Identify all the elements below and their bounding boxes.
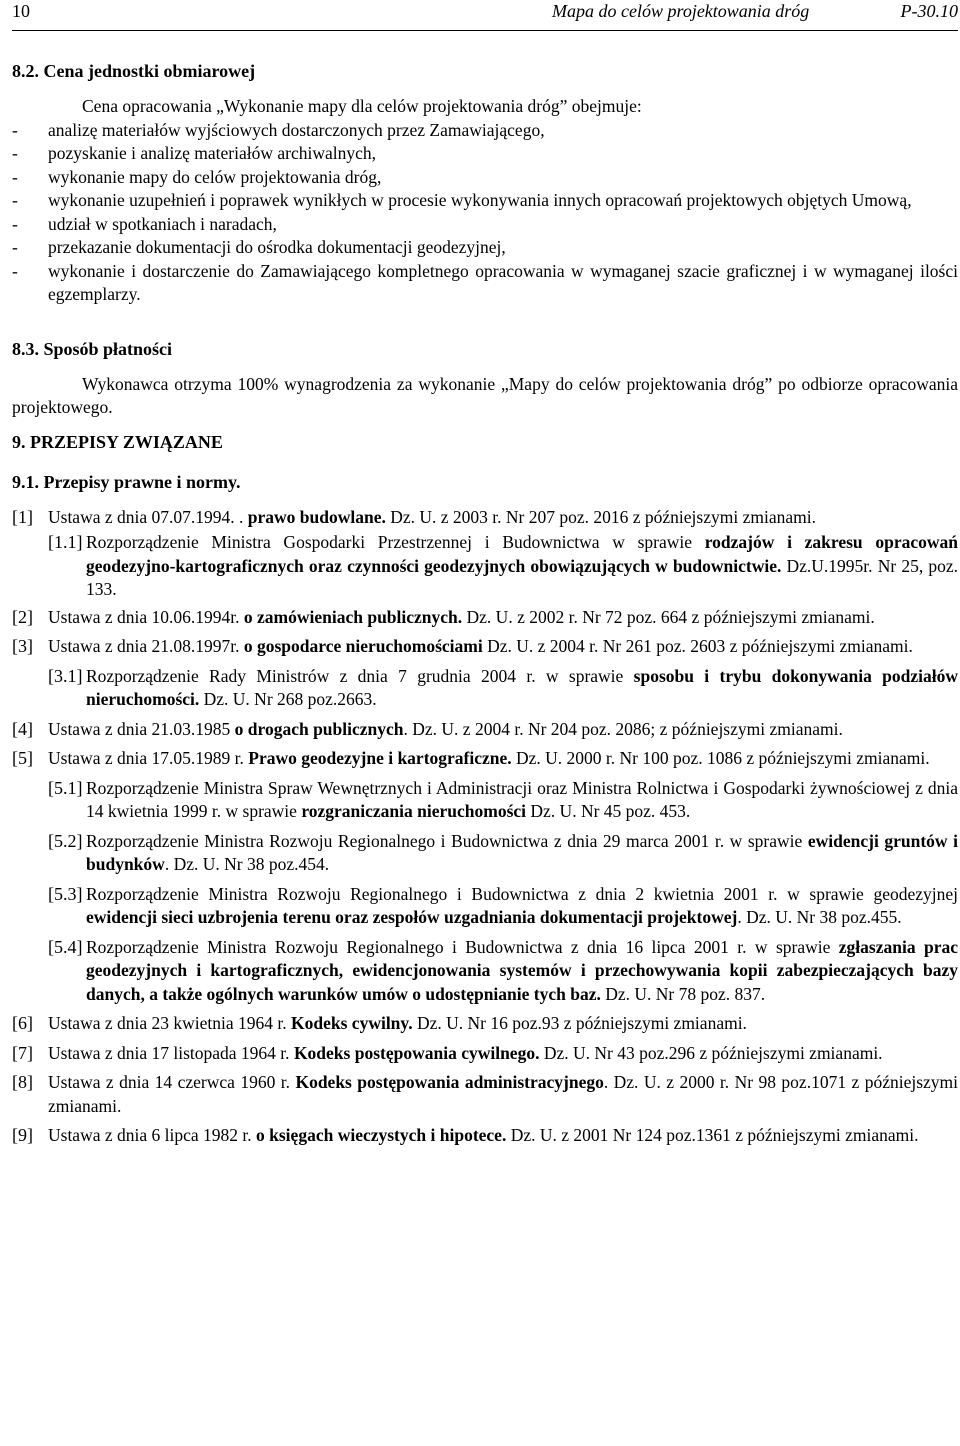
reference-5: [5] Ustawa z dnia 17.05.1989 r. Prawo geodezyjne i kartograficzne. Dz. U. 2000 r. Nr 100 poz. 1086 z późniejszymi zmianami.	[12, 748, 930, 768]
reference-6: [6] Ustawa z dnia 23 kwietnia 1964 r. Kodeks cywilny. Dz. U. Nr 16 poz.93 z późniejszymi zmianami.	[12, 1013, 747, 1033]
reference-4: [4] Ustawa z dnia 21.03.1985 o drogach publicznych. Dz. U. z 2004 r. Nr 204 poz. 2086; z późniejszymi zmianami.	[12, 718, 843, 739]
document-page	[12, 0, 958, 1148]
reference-9: [9] Ustawa z dnia 6 lipca 1982 r. o księgach wieczystych i hipotece. Dz. U. z 2001 Nr 124 poz.1361 z późniejszymi zmianami.	[12, 1125, 919, 1145]
list-item: - przekazanie dokumentacji do ośrodka dokumentacji geodezyjnej,	[12, 237, 506, 257]
header-code: P-30.10	[900, 1, 958, 21]
reference-8: [8] Ustawa z dnia 14 czerwca 1960 r. Kodeks postępowania administracyjnego. Dz. U. z 2000 r. Nr 98 poz.1071 z późniejszymi zmianami.	[12, 1072, 959, 1116]
list-item: - wykonanie uzupełnień i poprawek wynikłych w procesie wykonywania innych opracowań projektowych objętych Umową,	[12, 190, 912, 210]
section-8-2-intro: Cena opracowania „Wykonanie mapy dla celów projektowania dróg” obejmuje:	[82, 96, 642, 116]
reference-5-1: [5.1] Rozporządzenie Ministra Spraw Wewnętrznych i Administracji oraz Ministra Rolnictwa i Gospodarki żywnościowej z dnia 14 kwietnia 1999 r. w sprawie rozgraniczania nieruchomości Dz. U. Nr 45 poz. 453.	[48, 777, 958, 821]
section-9-1-heading: 9.1. Przepisy prawne i normy.	[12, 471, 241, 492]
page-number: 10	[12, 1, 30, 21]
reference-5-3: [5.3] Rozporządzenie Ministra Rozwoju Regionalnego i Budownictwa z dnia 2 kwietnia 2001 r. w sprawie geodezyjnej ewidencji sieci uzbrojenia terenu oraz zespołów uzgadniania dokumentacji projektowej. Dz. U. Nr 38 poz.455.	[48, 883, 958, 927]
reference-3: [3] Ustawa z dnia 21.08.1997r. o gospodarce nieruchomościami Dz. U. z 2004 r. Nr 261 poz. 2603 z późniejszymi zmianami.	[12, 636, 913, 656]
list-item: - wykonanie mapy do celów projektowania dróg,	[12, 166, 382, 187]
scope-list	[12, 119, 958, 307]
reference-7: [7] Ustawa z dnia 17 listopada 1964 r. Kodeks postępowania cywilnego. Dz. U. Nr 43 poz.296 z późniejszymi zmianami.	[12, 1042, 883, 1063]
reference-3-1: [3.1] Rozporządzenie Rady Ministrów z dnia 7 grudnia 2004 r. w sprawie sposobu i trybu dokonywania podziałów nieruchomości. Dz. U. Nr 268 poz.2663.	[48, 665, 959, 709]
section-8-3-text: Wykonawca otrzyma 100% wynagrodzenia za wykonanie „Mapy do celów projektowania dróg” po odbiorze opracowania projektowego.	[12, 373, 958, 417]
section-9-heading: 9. PRZEPISY ZWIĄZANE	[12, 431, 223, 452]
reference-5-2: [5.2] Rozporządzenie Ministra Rozwoju Regionalnego i Budownictwa z dnia 29 marca 2001 r. w sprawie ewidencji gruntów i budynków. Dz. U. Nr 38 poz.454.	[48, 830, 958, 874]
section-8-3-heading: 8.3. Sposób płatności	[12, 338, 173, 359]
header-title: Mapa do celów projektowania dróg	[552, 1, 810, 21]
list-item: - wykonanie i dostarczenie do Zamawiającego kompletnego opracowania w wymaganej szacie graficznej i w wymaganej ilości egzemplarzy.	[12, 260, 958, 304]
section-8-2-heading: 8.2. Cena jednostki obmiarowej	[12, 61, 256, 81]
reference-2: [2] Ustawa z dnia 10.06.1994r. o zamówieniach publicznych. Dz. U. z 2002 r. Nr 72 poz. 664 z późniejszymi zmianami.	[12, 606, 875, 627]
reference-5-4: [5.4] Rozporządzenie Ministra Rozwoju Regionalnego i Budownictwa z dnia 16 lipca 2001 r. w sprawie zgłaszania prac geodezyjnych i kartograficznych, ewidencjonowania systemów i przechowywania kopii zabezpieczających bazy danych, a także ogólnych warunków umów o udostępnianie tych baz. Dz. U. Nr 78 poz. 837.	[48, 936, 958, 1004]
reference-1-1: [1.1] Rozporządzenie Ministra Gospodarki Przestrzennej i Budownictwa w sprawie rodzajów i zakresu opracowań geodezyjno-kartograficznych oraz czynności geodezyjnych obowiązujących w budownictwie. Dz.U.1995r. Nr 25, poz. 133.	[48, 532, 959, 599]
references-list	[12, 506, 958, 1148]
reference-1: [1] Ustawa z dnia 07.07.1994. . prawo budowlane. Dz. U. z 2003 r. Nr 207 poz. 2016 z późniejszymi zmianami.	[12, 506, 816, 527]
list-item: - udział w spotkaniach i naradach,	[12, 213, 277, 234]
list-item: - pozyskanie i analizę materiałów archiwalnych,	[12, 143, 376, 163]
list-item: - analizę materiałów wyjściowych dostarczonych przez Zamawiającego,	[12, 119, 545, 140]
page-header	[12, 0, 958, 31]
